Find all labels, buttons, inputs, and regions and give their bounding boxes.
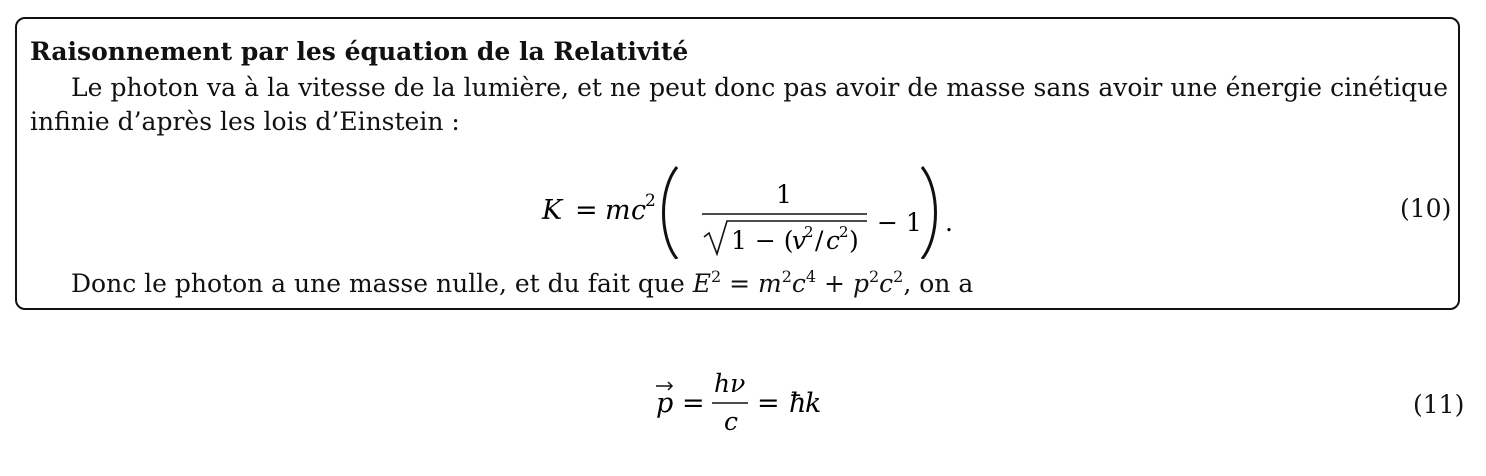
eq10-left-paren — [664, 167, 678, 259]
eq10-c: c — [631, 195, 647, 226]
eq10-minus-one: − 1 — [877, 208, 922, 237]
para2-eq: = — [721, 269, 758, 298]
paragraph-photon-mass: Le photon va à la vitesse de la lumière, et ne peut donc pas avoir de masse sans avoir une énergie cinétique infinie d’après les lois d’Einstein : — [30, 73, 1448, 136]
equation-10 — [527, 159, 967, 259]
para2-plus: + — [816, 269, 853, 298]
paragraph-massless-photon — [71, 269, 973, 298]
para2-c2-exp: 2 — [893, 267, 904, 286]
eq10-slash: / — [815, 226, 824, 255]
eq11-p: p — [656, 388, 674, 419]
para2-c2: c — [879, 269, 894, 298]
eq10-v-exp: 2 — [804, 223, 814, 241]
eq11-denominator: c — [724, 407, 739, 436]
para2-m: m — [758, 269, 782, 298]
para2-p: p — [852, 269, 869, 298]
para2-m-exp: 2 — [781, 267, 792, 286]
para2-suffix: , on a — [903, 269, 974, 298]
eq10-numerator: 1 — [776, 180, 792, 209]
eq10-v: v — [792, 226, 807, 255]
para2-c: c — [791, 269, 806, 298]
box-title: Raisonnement par les équation de la Relativité — [30, 37, 689, 66]
definition-box — [15, 17, 1460, 310]
para2-prefix: Donc le photon a une masse nulle, et du fait que — [71, 269, 685, 298]
eq10-equals: = — [575, 195, 598, 226]
eq10-close-paren: ) — [849, 226, 859, 255]
eq10-lhs: K — [542, 195, 563, 226]
eq11-k: k — [805, 388, 822, 419]
eq10-c-exp: 2 — [645, 191, 656, 211]
para2-p-exp: 2 — [868, 267, 880, 286]
eq11-equals2: = — [757, 388, 780, 419]
eq10-sqrt-one-minus: 1 − ( — [731, 226, 794, 255]
eq11-numerator: hν — [714, 369, 746, 398]
eq10-right-paren — [922, 167, 936, 259]
eq11-hbar: ħ — [789, 388, 807, 419]
para2-E: E — [692, 269, 711, 298]
eq11-equals: = — [682, 388, 705, 419]
eq10-m: m — [605, 195, 631, 226]
equation-number-11: (11) — [1413, 390, 1465, 419]
para2-E-exp: 2 — [710, 267, 722, 286]
eq10-period: . — [945, 208, 953, 237]
equation-11 — [650, 362, 840, 442]
eq10-c-denom: c — [826, 226, 841, 255]
eq10-c-denom-exp: 2 — [839, 223, 849, 241]
equation-number-10: (10) — [1400, 194, 1452, 223]
para2-c-exp4: 4 — [805, 267, 817, 286]
